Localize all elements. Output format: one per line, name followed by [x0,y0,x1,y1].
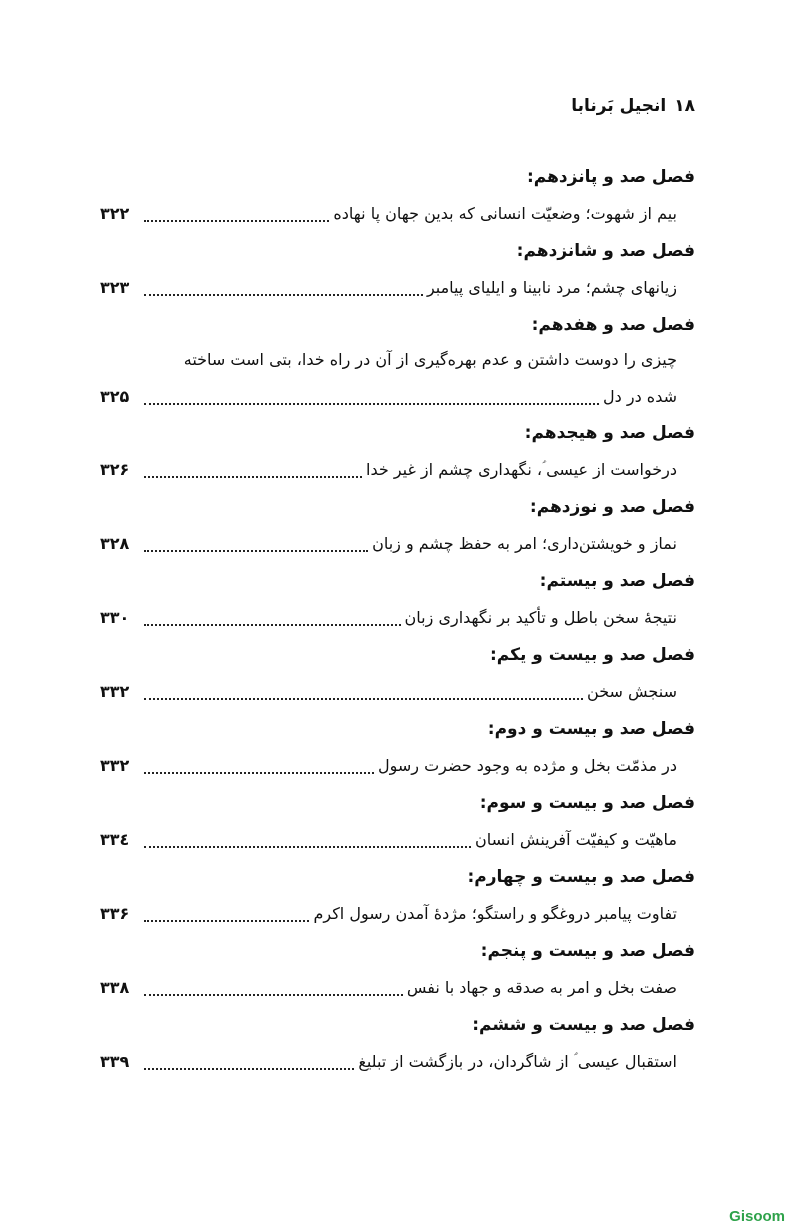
dot-leader [144,610,401,626]
entry-text: نماز و خویشتن‌داری؛ امر به حفظ چشم و زبان [372,534,677,553]
toc-entry[interactable] [100,820,695,860]
entry-text: استقبال عیسی ؑ از شاگردان، در بازگشت از تبلیغ [358,1052,677,1071]
dot-leader [144,684,583,700]
chapter-title: فصل صد و بیستم: [539,571,695,591]
dot-leader [144,832,471,848]
entry-text: درخواست از عیسی ؑ، نگهداری چشم از غیر خدا [366,460,677,479]
chapter-title: فصل صد و شانزدهم: [516,241,695,261]
page-header [571,96,695,116]
toc-entry[interactable] [100,968,695,1008]
entry-text: سنجش سخن [587,682,677,701]
entry-text: بیم از شهوت؛ وضعیّت انسانی که بدین جهان پا نهاده [333,204,677,223]
toc-section [100,786,695,860]
toc-entry[interactable] [100,342,695,416]
chapter-title: فصل صد و هفدهم: [531,315,695,335]
chapter-title: فصل صد و پانزدهم: [527,167,695,187]
toc-section [100,234,695,308]
header-book-title: انجیل بَرنابا [571,96,667,116]
entry-page-number: ۳۲۸ [100,534,130,553]
entry-page-number: ۳۲۲ [100,204,130,223]
chapter-title: فصل صد و بیست و چهارم: [467,867,695,887]
entry-text: در مذمّت بخل و مژده به وجود حضرت رسول [377,756,677,775]
toc-entry[interactable] [100,894,695,934]
entry-text: صفت بخل و امر به صدقه و جهاد با نفس [406,978,677,997]
toc-entry[interactable] [100,524,695,564]
toc-section [100,160,695,234]
chapter-title: فصل صد و بیست و ششم: [472,1015,695,1035]
toc-section [100,638,695,712]
chapter-title: فصل صد و هیجدهم: [524,423,695,443]
dot-leader [144,906,309,922]
chapter-title: فصل صد و بیست و سوم: [479,793,695,813]
toc-section [100,308,695,416]
toc-section [100,934,695,1008]
toc-entry[interactable] [100,746,695,786]
entry-page-number: ۳۲۵ [100,387,130,406]
entry-page-number: ۳۳۲ [100,682,130,701]
entry-text: زیانهای چشم؛ مرد نابینا و ایلیای پیامبر [426,278,677,297]
toc-section [100,1008,695,1082]
toc-section [100,712,695,786]
toc-section [100,860,695,934]
entry-text-line-1: چیزی را دوست داشتن و عدم بهره‌گیری از آن در راه خدا، بتی است ساخته [183,350,677,369]
dot-leader [144,206,329,222]
entry-text: ماهیّت و کیفیّت آفرینش انسان [475,830,677,849]
dot-leader [144,536,368,552]
dot-leader [144,758,374,774]
entry-text: تفاوت پیامبر دروغگو و راستگو؛ مژدهٔ آمدن رسول اکرم [313,904,677,923]
toc-section [100,490,695,564]
header-page-number: ۱۸ [674,96,695,116]
entry-text: نتیجهٔ سخن باطل و تأکید بر نگهداری زبان [404,608,677,627]
toc-entry[interactable] [100,598,695,638]
entry-page-number: ۳۳۰ [100,608,130,627]
dot-leader [144,280,423,296]
entry-page-number: ۳۲۳ [100,278,130,297]
entry-page-number: ۳۳۸ [100,978,130,997]
dot-leader [144,462,362,478]
gisoom-logo [729,1208,785,1225]
dot-leader [144,980,403,996]
toc-entry[interactable] [100,450,695,490]
dot-leader [144,389,599,405]
dot-leader [144,1054,354,1070]
toc-section [100,416,695,490]
toc-entry[interactable] [100,268,695,308]
entry-page-number: ۳۲۶ [100,460,130,479]
chapter-title: فصل صد و بیست و دوم: [487,719,695,739]
chapter-title: فصل صد و بیست و پنجم: [480,941,695,961]
entry-text-line-2: شده در دل [603,387,677,406]
toc-entry[interactable] [100,194,695,234]
toc-section [100,564,695,638]
entry-page-number: ۳۳۹ [100,1052,130,1071]
table-of-contents [100,160,695,1082]
chapter-title: فصل صد و نوزدهم: [529,497,695,517]
entry-page-number: ۳۳٤ [100,830,130,849]
toc-entry[interactable] [100,1042,695,1082]
gisoom-logo-text: Gisoom [729,1208,785,1225]
entry-page-number: ۳۳۲ [100,756,130,775]
entry-page-number: ۳۳۶ [100,904,130,923]
chapter-title: فصل صد و بیست و یکم: [489,645,695,665]
toc-entry[interactable] [100,672,695,712]
